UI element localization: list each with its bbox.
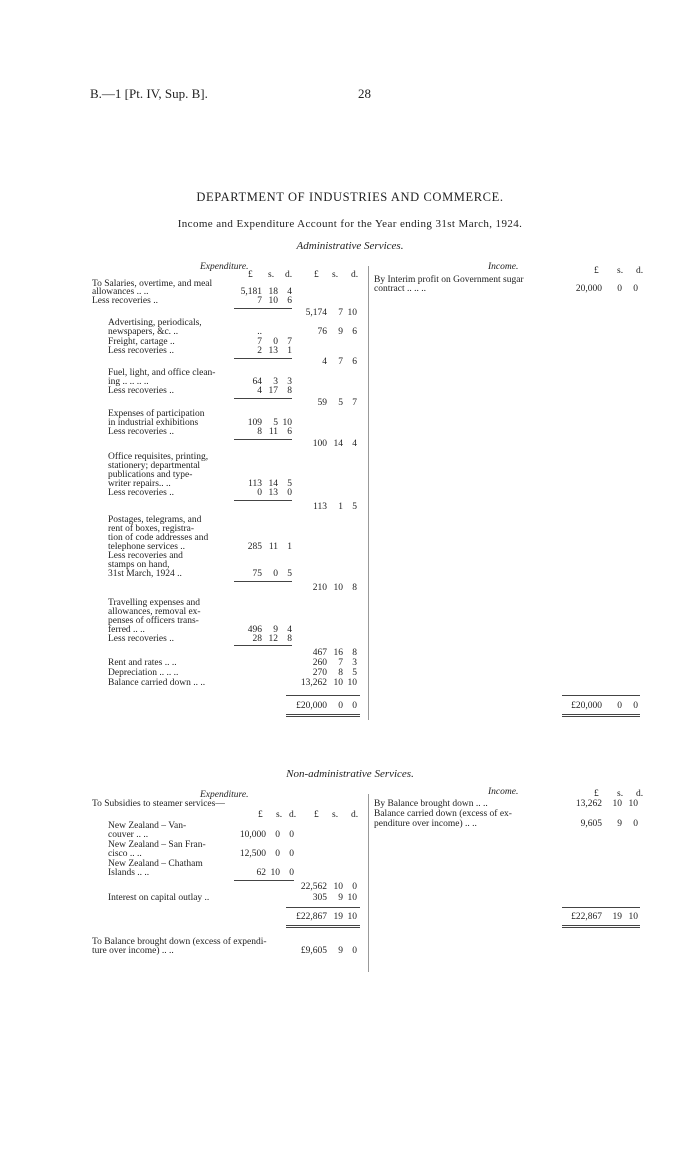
net-pounds: 5,174 [305,308,327,318]
admin-income-line: contract .. .. .. [374,284,426,294]
bbd-pence: 0 [352,946,357,956]
subtotal-rule [234,358,292,359]
item-line: To Salaries, overtime, and meal [92,279,213,289]
item-line: Less recoveries .. [108,427,174,437]
inc-col-shilling: s. [617,266,624,276]
col-pound-1: £ [248,270,253,280]
recovery-pence: 8 [287,386,292,396]
nonadmin-inc-total-pence: 10 [628,912,638,922]
page-number: 28 [358,86,371,101]
recovery-shillings: 10 [268,296,278,306]
subtotal-rule [234,398,292,399]
recovery-pence: 1 [287,346,292,356]
recovery-shillings: 17 [268,386,278,396]
subsidy-total-pounds: 22,562 [300,882,327,892]
net-pence: 8 [352,648,357,658]
nonadmin-inc-total-shillings: 19 [612,912,622,922]
nonadmin-inc-a1-shillings: 10 [612,799,622,809]
amount-shillings: 5 [273,418,278,428]
recovery-shillings: 0 [273,569,278,579]
subtotal-rule [234,581,292,582]
col-pound-1: £ [258,810,263,820]
net-pence: 6 [352,327,357,337]
net-pounds: 467 [312,648,327,658]
item-line: allowances .. .. [92,287,149,297]
net-shillings: 1 [338,502,343,512]
admin-inc-total-rule-bottom [562,714,640,715]
admin-expenditure-heading: Expenditure. [200,262,249,272]
item-line: Less recoveries .. [92,296,158,306]
account-title: Income and Expenditure Account for the Year ending 31st March, 1924. [177,218,523,230]
net-shillings: 10 [333,678,343,688]
item-line: ing .. .. .. .. [108,377,149,387]
subsidy-pounds: 62 [256,868,266,878]
admin-income-heading: Income. [488,262,519,272]
net-shillings: 8 [338,668,343,678]
amount-pounds: 285 [247,542,262,552]
admin-inc-total-rule-double [562,716,640,717]
nonadmin-exp-line: couver .. .. [108,830,149,840]
nonadmin-exp-line: New Zealand – San Fran- [108,840,206,850]
item-line: Advertising, periodicals, [108,318,202,328]
nonadmin-inc-total-rule-double [562,927,640,928]
net-pounds: 4 [322,357,327,367]
admin-inc-total-shillings: 0 [617,701,622,711]
net-pence: 7 [352,398,357,408]
amount-shillings: 11 [268,542,278,552]
col-shilling-1: s. [268,270,275,280]
amount-pounds: 109 [247,418,262,428]
item-line: penses of officers trans- [108,616,199,626]
recovery-pounds: 28 [252,634,262,644]
nonadmin-section-heading: Non-administrative Services. [286,768,414,780]
amount-shillings: 14 [268,479,278,489]
amount-pence: 10 [282,418,292,428]
recovery-pounds: 2 [257,346,262,356]
bbd-pounds: £9,605 [300,946,327,956]
recovery-pounds: 4 [257,386,262,396]
subtotal-rule [234,645,292,646]
col-shilling-2: s. [332,270,339,280]
item-line: stamps on hand, [108,560,170,570]
net-shillings: 5 [338,398,343,408]
nonadmin-exp-line: To Subsidies to steamer services— [92,799,225,809]
nonadmin-exp-total-pence: 10 [347,912,357,922]
item-line: Less recoveries .. [108,346,174,356]
subsidy-total-pence: 0 [352,882,357,892]
amount-pence: 4 [287,625,292,635]
net-pounds: 113 [313,502,327,512]
recovery-pounds: 0 [257,488,262,498]
item-line: Less recoveries .. [108,634,174,644]
inc-col-pence: d. [636,789,644,799]
subtotal-rule [234,500,292,501]
admin-exp-total-pounds: £20,000 [296,701,327,711]
subsidy-total-shillings: 10 [333,882,343,892]
net-shillings: 10 [333,583,343,593]
interest-shillings: 9 [338,893,343,903]
amount-pence: 5 [287,479,292,489]
amount-shillings: 9 [273,625,278,635]
item-line: 31st March, 1924 .. [108,569,182,579]
net-pounds: 270 [312,668,327,678]
balance-brought-down-line: To Balance brought down (excess of expendi- [92,937,267,947]
item-line: rent of boxes, registra- [108,524,194,534]
subsidy-shillings: 0 [275,830,280,840]
nonadmin-inc-a2-pence: 0 [633,819,638,829]
item-line: tion of code addresses and [108,533,209,543]
interest-pence: 10 [347,893,357,903]
admin-total-rule-bottom [286,714,360,715]
amount-pounds: 7 [257,337,262,347]
nonadmin-inc-total-rule-top [562,907,640,908]
nonadmin-exp-line: cisco .. .. [108,849,142,859]
amount-pounds: 496 [247,625,262,635]
col-pence-1: d. [289,810,297,820]
recovery-pence: 6 [287,427,292,437]
net-pence: 5 [352,668,357,678]
subtotal-rule [234,308,292,309]
amount-pence: 1 [287,542,292,552]
net-pence: 10 [347,678,357,688]
department-title: DEPARTMENT OF INDUSTRIES AND COMMERCE. [196,190,504,204]
nonadmin-exp-line: New Zealand – Van- [108,821,187,831]
nonadmin-inc-a1-pounds: 13,262 [575,799,602,809]
nonadmin-total-rule-double [286,927,360,928]
net-pounds: 13,262 [300,678,327,688]
item-line: Expenses of participation [108,409,205,419]
nonadmin-inc-total-rule-bottom [562,925,640,926]
bbd-shillings: 9 [338,946,343,956]
col-shilling-2: s. [332,810,339,820]
admin-income-shillings: 0 [617,284,622,294]
net-pounds: 260 [312,658,327,668]
amount-shillings: 0 [273,337,278,347]
page-reference: B.—1 [Pt. IV, Sup. B]. [90,86,208,101]
admin-income-pounds: 20,000 [575,284,602,294]
item-line: telephone services .. [108,542,186,552]
amount-shillings: 18 [268,287,278,297]
subsidy-pence: 0 [289,830,294,840]
net-shillings: 7 [338,308,343,318]
net-pence: 5 [352,502,357,512]
nonadmin-inc-total-pounds: £22,867 [571,912,602,922]
recovery-shillings: 12 [268,634,278,644]
amount-pounds: 113 [248,479,262,489]
nonadmin-income-line: penditure over income) .. .. [374,819,477,829]
col-pence-2: d. [351,270,359,280]
net-pounds: 59 [317,398,327,408]
net-pounds: 210 [312,583,327,593]
amount-shillings: 3 [273,377,278,387]
recovery-shillings: 13 [268,346,278,356]
recovery-shillings: 11 [268,427,278,437]
net-pence: 8 [352,583,357,593]
nonadmin-income-line: By Balance brought down .. .. [374,799,488,809]
nonadmin-inc-a2-pounds: 9,605 [580,819,602,829]
net-shillings: 9 [338,327,343,337]
nonadmin-income-line: Balance carried down (excess of ex- [374,809,512,819]
admin-total-rule-double [286,716,360,717]
amount-pence: 7 [287,337,292,347]
subsidy-pence: 0 [289,849,294,859]
col-pound-2: £ [314,810,319,820]
amount-pence: 4 [287,287,292,297]
nonadmin-inc-a1-pence: 10 [628,799,638,809]
item-line: Travelling expenses and [108,598,200,608]
nonadmin-exp-line: New Zealand – Chatham [108,859,203,869]
recovery-pence: 0 [287,488,292,498]
item-line: Office requisites, printing, [108,452,209,462]
item-line: in industrial exhibitions [108,418,199,428]
balance-brought-down-line: ture over income) .. .. [92,946,174,956]
item-line: allowances, removal ex- [108,607,201,617]
net-shillings: 7 [338,357,343,367]
item-line: newspapers, &c. .. [108,327,179,337]
item-line: writer repairs.. .. [108,479,171,489]
item-line: Balance carried down .. .. [108,678,206,688]
admin-inc-total-rule-top [562,695,640,696]
interest-label: Interest on capital outlay .. [108,893,210,903]
item-line: ferred .. .. [108,625,145,635]
recovery-pence: 6 [287,296,292,306]
nonadmin-income-heading: Income. [488,787,519,797]
interest-pounds: 305 [312,893,327,903]
nonadmin-total-rule-bottom [286,925,360,926]
admin-income-line: By Interim profit on Government sugar [374,275,524,285]
inc-col-pound: £ [594,789,599,799]
item-line: Depreciation .. .. .. [108,668,179,678]
recovery-pence: 5 [287,569,292,579]
nonadmin-exp-total-shillings: 19 [333,912,343,922]
net-pounds: 76 [317,327,327,337]
admin-column-divider [368,266,369,720]
subsidy-pounds: 10,000 [239,830,266,840]
item-line: Less recoveries .. [108,386,174,396]
admin-total-rule-top [286,695,360,696]
amount-pounds: 5,181 [240,287,262,297]
recovery-shillings: 13 [268,488,278,498]
recovery-pence: 8 [287,634,292,644]
item-line: Postages, telegrams, and [108,515,202,525]
nonadmin-inc-a2-shillings: 9 [617,819,622,829]
nonadmin-expenditure-heading: Expenditure. [200,790,249,800]
net-pounds: 100 [312,439,327,449]
item-line: Freight, cartage .. [108,337,175,347]
col-pence-1: d. [285,270,293,280]
amount-pence: 3 [287,377,292,387]
net-pence: 3 [352,658,357,668]
item-line: publications and type- [108,470,193,480]
item-line: Fuel, light, and office clean- [108,368,216,378]
amount-pounds: 64 [252,377,262,387]
recovery-pounds: 8 [257,427,262,437]
net-shillings: 14 [333,439,343,449]
subtotal-rule [234,439,292,440]
net-shillings: 16 [333,648,343,658]
inc-col-pound: £ [594,266,599,276]
subsidy-pence: 0 [289,868,294,878]
inc-col-pence: d. [636,266,644,276]
subsidy-shillings: 10 [270,868,280,878]
recovery-pounds: 75 [252,569,262,579]
item-line: stationery; departmental [108,461,201,471]
admin-section-heading: Administrative Services. [296,240,404,252]
net-pence: 10 [347,308,357,318]
col-pence-2: d. [351,810,359,820]
amount-pounds: .. [257,327,262,337]
net-pence: 4 [352,439,357,449]
col-pound-2: £ [314,270,319,280]
admin-exp-total-pence: 0 [352,701,357,711]
nonadmin-exp-total-pounds: £22,867 [296,912,327,922]
admin-inc-total-pence: 0 [633,701,638,711]
subsidy-pounds: 12,500 [239,849,266,859]
admin-inc-total-pounds: £20,000 [571,701,602,711]
item-line: Less recoveries and [108,551,183,561]
net-shillings: 7 [338,658,343,668]
recovery-pounds: 7 [257,296,262,306]
subsidy-shillings: 0 [275,849,280,859]
nonadmin-total-rule-top [286,907,360,908]
nonadmin-exp-line: Islands .. .. [108,868,150,878]
subsidy-rule [234,880,294,881]
admin-exp-total-shillings: 0 [338,701,343,711]
item-line: Rent and rates .. .. [108,658,177,668]
net-pence: 6 [352,357,357,367]
col-shilling-1: s. [276,810,283,820]
nonadmin-column-divider [368,794,369,972]
item-line: Less recoveries .. [108,488,174,498]
admin-income-pence: 0 [633,284,638,294]
inc-col-shilling: s. [617,789,624,799]
